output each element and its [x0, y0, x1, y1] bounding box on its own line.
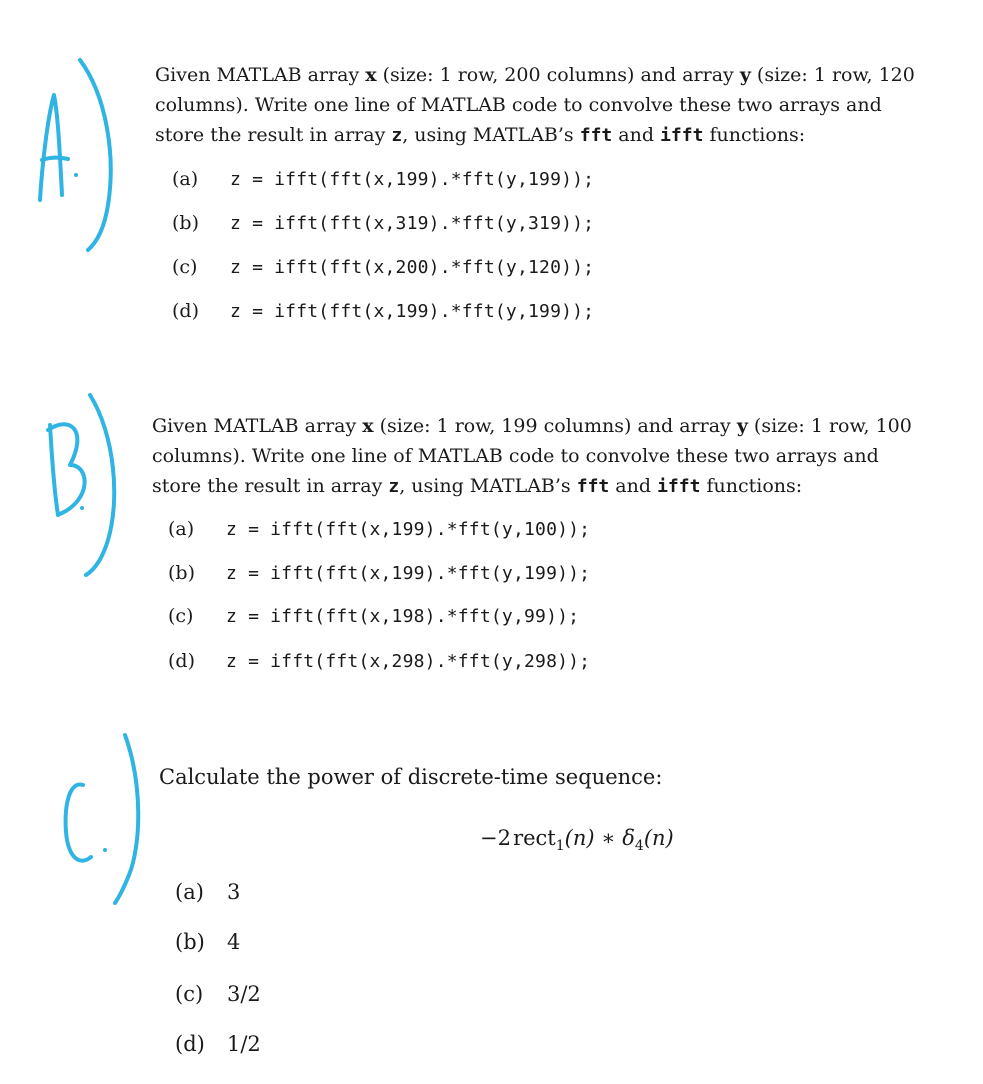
option-label: (a)	[168, 518, 195, 540]
question-b-option-b[interactable]	[168, 562, 590, 584]
text-segment: (size: 1 row, 200 columns) and array	[376, 64, 740, 86]
var-y: y	[736, 415, 748, 437]
option-value: 1/2	[227, 1032, 261, 1056]
formula-coef: −2	[480, 826, 511, 850]
text-segment: (size: 1 row, 100 columns). Write one line of MATLAB code to convolve these two arrays and store the result in array	[152, 415, 912, 497]
var-y: y	[739, 64, 751, 86]
text-segment: functions:	[700, 475, 803, 497]
question-c-option-a[interactable]	[175, 880, 240, 904]
option-label: (a)	[175, 880, 204, 904]
text-segment: , using MATLAB’s	[399, 475, 577, 497]
text-segment: and	[612, 124, 661, 146]
question-a	[155, 60, 925, 151]
formula-rect: rect	[513, 826, 556, 850]
question-a-option-a[interactable]	[172, 168, 594, 190]
option-code: z = ifft(fft(x,199).*fft(y,199));	[226, 563, 591, 584]
var-z: z	[391, 125, 403, 146]
question-a-option-b[interactable]	[172, 212, 594, 234]
option-label: (a)	[172, 168, 199, 190]
option-label: (b)	[175, 930, 205, 954]
question-c-option-d[interactable]	[175, 1032, 261, 1056]
option-code: z = ifft(fft(x,200).*fft(y,120));	[230, 257, 595, 278]
option-code: z = ifft(fft(x,199).*fft(y,199));	[230, 301, 595, 322]
ifft-fn: ifft	[660, 125, 704, 146]
option-code: z = ifft(fft(x,199).*fft(y,100));	[226, 519, 591, 540]
formula-delta: δ	[622, 826, 635, 850]
question-a-text	[155, 60, 925, 151]
var-x: x	[362, 415, 374, 437]
question-c-title: Calculate the power of discrete-time sequence:	[159, 765, 663, 789]
question-c-formula	[480, 826, 674, 854]
text-segment: functions:	[703, 124, 806, 146]
option-code: z = ifft(fft(x,298).*fft(y,298));	[226, 651, 591, 672]
option-label: (d)	[168, 650, 195, 672]
option-label: (b)	[172, 212, 199, 234]
question-b	[152, 411, 922, 502]
question-b-text	[152, 411, 922, 502]
formula-delta-sub: 4	[634, 838, 644, 855]
text-segment: and	[609, 475, 658, 497]
fft-fn: fft	[579, 125, 613, 146]
question-c-option-c[interactable]	[175, 982, 261, 1006]
text-segment: Given MATLAB array	[155, 64, 366, 86]
option-label: (c)	[172, 256, 198, 278]
option-value: 3/2	[227, 982, 261, 1006]
question-b-option-d[interactable]	[168, 650, 590, 672]
handwritten-label-a	[18, 45, 128, 260]
formula-rect-sub: 1	[555, 838, 565, 855]
question-a-option-d[interactable]	[172, 300, 594, 322]
formula-op: ∗	[601, 826, 616, 850]
question-a-option-c[interactable]	[172, 256, 594, 278]
var-z: z	[388, 476, 400, 497]
option-code: z = ifft(fft(x,198).*fft(y,99));	[226, 606, 580, 627]
option-code: z = ifft(fft(x,319).*fft(y,319));	[230, 213, 595, 234]
formula-arg2: (n)	[643, 826, 674, 850]
formula-arg1: (n)	[564, 826, 595, 850]
handwritten-label-b	[30, 390, 140, 585]
option-label: (c)	[168, 605, 194, 627]
option-value: 4	[227, 930, 241, 954]
option-code: z = ifft(fft(x,199).*fft(y,199));	[230, 169, 595, 190]
question-c-option-b[interactable]	[175, 930, 240, 954]
option-label: (d)	[172, 300, 199, 322]
text-segment: (size: 1 row, 120 columns). Write one line of MATLAB code to convolve these two arrays and store the result in array	[155, 64, 915, 146]
text-segment: Given MATLAB array	[152, 415, 363, 437]
question-b-option-c[interactable]	[168, 605, 579, 627]
handwritten-label-c	[45, 725, 165, 910]
text-segment: (size: 1 row, 199 columns) and array	[373, 415, 737, 437]
option-label: (c)	[175, 982, 204, 1006]
question-b-option-a[interactable]	[168, 518, 590, 540]
option-label: (b)	[168, 562, 195, 584]
fft-fn: fft	[576, 476, 610, 497]
ifft-fn: ifft	[657, 476, 701, 497]
option-label: (d)	[175, 1032, 205, 1056]
option-value: 3	[227, 880, 241, 904]
text-segment: , using MATLAB’s	[402, 124, 580, 146]
var-x: x	[365, 64, 377, 86]
